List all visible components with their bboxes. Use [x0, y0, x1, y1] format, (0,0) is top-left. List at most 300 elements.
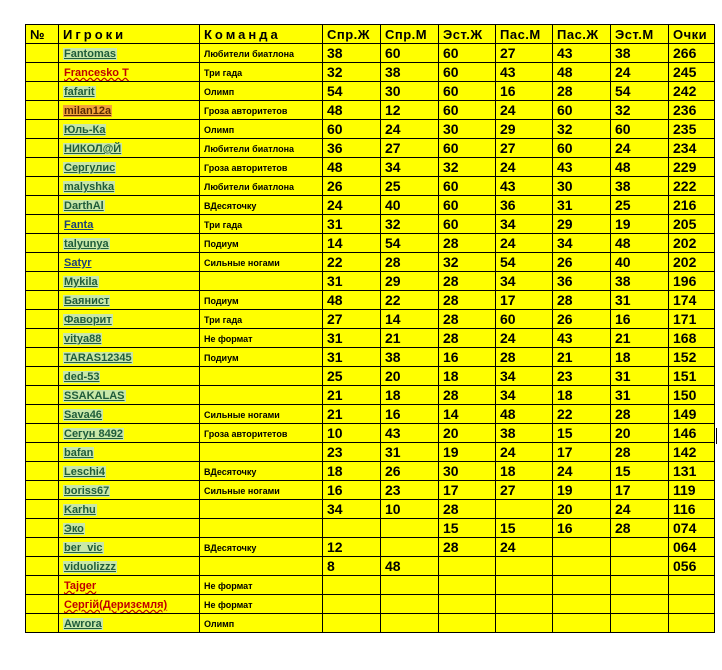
- score-cell[interactable]: 25: [381, 177, 439, 196]
- row-number-cell[interactable]: [26, 329, 59, 348]
- player-cell[interactable]: [59, 614, 200, 633]
- score-cell[interactable]: 28: [439, 272, 496, 291]
- score-cell[interactable]: 28: [439, 538, 496, 557]
- points-cell[interactable]: [669, 595, 715, 614]
- row-number-cell[interactable]: [26, 82, 59, 101]
- score-cell[interactable]: 60: [439, 196, 496, 215]
- points-cell[interactable]: 245: [669, 63, 715, 82]
- team-cell[interactable]: [200, 120, 323, 139]
- player-cell[interactable]: [59, 443, 200, 462]
- player-cell[interactable]: [59, 139, 200, 158]
- player-cell[interactable]: [59, 481, 200, 500]
- player-cell[interactable]: [59, 158, 200, 177]
- score-cell[interactable]: [381, 576, 439, 595]
- score-cell[interactable]: 32: [323, 63, 381, 82]
- score-cell[interactable]: 24: [496, 234, 553, 253]
- player-cell[interactable]: [59, 291, 200, 310]
- points-cell[interactable]: [669, 576, 715, 595]
- score-cell[interactable]: [496, 557, 553, 576]
- points-cell[interactable]: 242: [669, 82, 715, 101]
- score-cell[interactable]: 34: [496, 367, 553, 386]
- score-cell[interactable]: 22: [553, 405, 611, 424]
- score-cell[interactable]: 24: [496, 443, 553, 462]
- score-cell[interactable]: 12: [323, 538, 381, 557]
- points-cell[interactable]: 171: [669, 310, 715, 329]
- score-cell[interactable]: 31: [323, 272, 381, 291]
- row-number-cell[interactable]: [26, 405, 59, 424]
- team-cell[interactable]: [200, 101, 323, 120]
- score-cell[interactable]: 34: [496, 386, 553, 405]
- player-cell[interactable]: [59, 101, 200, 120]
- score-cell[interactable]: [439, 576, 496, 595]
- team-cell[interactable]: [200, 405, 323, 424]
- score-cell[interactable]: 43: [496, 177, 553, 196]
- player-cell[interactable]: [59, 557, 200, 576]
- score-cell[interactable]: 48: [381, 557, 439, 576]
- team-cell[interactable]: [200, 348, 323, 367]
- points-cell[interactable]: 216: [669, 196, 715, 215]
- score-cell[interactable]: 21: [323, 386, 381, 405]
- score-cell[interactable]: 10: [381, 500, 439, 519]
- row-number-cell[interactable]: [26, 538, 59, 557]
- score-cell[interactable]: 16: [553, 519, 611, 538]
- score-cell[interactable]: 15: [496, 519, 553, 538]
- points-cell[interactable]: 152: [669, 348, 715, 367]
- player-cell[interactable]: [59, 462, 200, 481]
- score-cell[interactable]: 24: [496, 101, 553, 120]
- score-cell[interactable]: 60: [553, 101, 611, 120]
- points-cell[interactable]: 150: [669, 386, 715, 405]
- score-cell[interactable]: 17: [496, 291, 553, 310]
- points-cell[interactable]: 222: [669, 177, 715, 196]
- score-cell[interactable]: 40: [611, 253, 669, 272]
- score-cell[interactable]: 28: [381, 253, 439, 272]
- score-cell[interactable]: 18: [553, 386, 611, 405]
- score-cell[interactable]: 27: [496, 44, 553, 63]
- score-cell[interactable]: 60: [439, 177, 496, 196]
- score-cell[interactable]: 18: [611, 348, 669, 367]
- row-number-cell[interactable]: [26, 500, 59, 519]
- score-cell[interactable]: 28: [611, 443, 669, 462]
- score-cell[interactable]: 60: [439, 44, 496, 63]
- score-cell[interactable]: 28: [439, 386, 496, 405]
- score-cell[interactable]: 38: [611, 177, 669, 196]
- score-cell[interactable]: 24: [496, 329, 553, 348]
- player-cell[interactable]: [59, 386, 200, 405]
- score-cell[interactable]: 54: [323, 82, 381, 101]
- row-number-cell[interactable]: [26, 177, 59, 196]
- score-cell[interactable]: [381, 595, 439, 614]
- score-cell[interactable]: 54: [496, 253, 553, 272]
- points-cell[interactable]: 196: [669, 272, 715, 291]
- score-cell[interactable]: 32: [439, 253, 496, 272]
- score-cell[interactable]: 28: [439, 234, 496, 253]
- points-cell[interactable]: 142: [669, 443, 715, 462]
- score-cell[interactable]: 54: [611, 82, 669, 101]
- score-cell[interactable]: [553, 557, 611, 576]
- player-cell[interactable]: [59, 348, 200, 367]
- score-cell[interactable]: 16: [323, 481, 381, 500]
- score-cell[interactable]: 48: [323, 101, 381, 120]
- score-cell[interactable]: 16: [381, 405, 439, 424]
- row-number-cell[interactable]: [26, 101, 59, 120]
- team-cell[interactable]: [200, 234, 323, 253]
- team-cell[interactable]: [200, 272, 323, 291]
- score-cell[interactable]: [553, 576, 611, 595]
- score-cell[interactable]: 43: [553, 329, 611, 348]
- score-cell[interactable]: 12: [381, 101, 439, 120]
- score-cell[interactable]: 16: [439, 348, 496, 367]
- team-cell[interactable]: [200, 367, 323, 386]
- score-cell[interactable]: 23: [323, 443, 381, 462]
- score-cell[interactable]: 18: [323, 462, 381, 481]
- score-cell[interactable]: 60: [323, 120, 381, 139]
- score-cell[interactable]: 8: [323, 557, 381, 576]
- player-cell[interactable]: [59, 424, 200, 443]
- score-cell[interactable]: 16: [611, 310, 669, 329]
- team-cell[interactable]: [200, 44, 323, 63]
- row-number-cell[interactable]: [26, 291, 59, 310]
- points-cell[interactable]: [669, 614, 715, 633]
- score-cell[interactable]: [439, 595, 496, 614]
- score-cell[interactable]: 14: [323, 234, 381, 253]
- header-pursuit-women[interactable]: Пас.Ж: [553, 25, 611, 44]
- score-cell[interactable]: 31: [381, 443, 439, 462]
- player-cell[interactable]: [59, 215, 200, 234]
- score-cell[interactable]: 15: [611, 462, 669, 481]
- score-cell[interactable]: 17: [439, 481, 496, 500]
- points-cell[interactable]: 205: [669, 215, 715, 234]
- points-cell[interactable]: 116: [669, 500, 715, 519]
- team-cell[interactable]: [200, 595, 323, 614]
- score-cell[interactable]: 60: [496, 310, 553, 329]
- score-cell[interactable]: 38: [611, 44, 669, 63]
- score-cell[interactable]: 31: [553, 196, 611, 215]
- row-number-cell[interactable]: [26, 557, 59, 576]
- player-cell[interactable]: [59, 253, 200, 272]
- score-cell[interactable]: 31: [611, 367, 669, 386]
- score-cell[interactable]: 48: [611, 158, 669, 177]
- score-cell[interactable]: 24: [496, 158, 553, 177]
- score-cell[interactable]: [323, 519, 381, 538]
- score-cell[interactable]: 16: [496, 82, 553, 101]
- row-number-cell[interactable]: [26, 576, 59, 595]
- row-number-cell[interactable]: [26, 120, 59, 139]
- score-cell[interactable]: 43: [496, 63, 553, 82]
- team-cell[interactable]: [200, 557, 323, 576]
- score-cell[interactable]: 31: [611, 291, 669, 310]
- player-cell[interactable]: [59, 63, 200, 82]
- score-cell[interactable]: [496, 614, 553, 633]
- player-cell[interactable]: [59, 538, 200, 557]
- row-number-cell[interactable]: [26, 63, 59, 82]
- points-cell[interactable]: 056: [669, 557, 715, 576]
- score-cell[interactable]: 34: [496, 272, 553, 291]
- score-cell[interactable]: 30: [381, 82, 439, 101]
- team-cell[interactable]: [200, 443, 323, 462]
- score-cell[interactable]: 15: [439, 519, 496, 538]
- score-cell[interactable]: 18: [496, 462, 553, 481]
- score-cell[interactable]: [611, 595, 669, 614]
- score-cell[interactable]: 17: [553, 443, 611, 462]
- score-cell[interactable]: [381, 614, 439, 633]
- score-cell[interactable]: 29: [553, 215, 611, 234]
- team-cell[interactable]: [200, 215, 323, 234]
- header-team[interactable]: Команда: [200, 25, 323, 44]
- score-cell[interactable]: 60: [381, 44, 439, 63]
- player-cell[interactable]: [59, 196, 200, 215]
- score-cell[interactable]: 22: [323, 253, 381, 272]
- score-cell[interactable]: 24: [553, 462, 611, 481]
- score-cell[interactable]: 24: [611, 63, 669, 82]
- player-cell[interactable]: [59, 405, 200, 424]
- team-cell[interactable]: [200, 500, 323, 519]
- score-cell[interactable]: 48: [323, 291, 381, 310]
- player-cell[interactable]: [59, 44, 200, 63]
- header-relay-men[interactable]: Эст.М: [611, 25, 669, 44]
- score-cell[interactable]: [496, 595, 553, 614]
- team-cell[interactable]: [200, 424, 323, 443]
- score-cell[interactable]: 30: [439, 120, 496, 139]
- score-cell[interactable]: 18: [381, 386, 439, 405]
- score-cell[interactable]: 21: [323, 405, 381, 424]
- row-number-cell[interactable]: [26, 234, 59, 253]
- score-cell[interactable]: 27: [323, 310, 381, 329]
- score-cell[interactable]: 38: [381, 63, 439, 82]
- score-cell[interactable]: 60: [553, 139, 611, 158]
- score-cell[interactable]: 26: [553, 310, 611, 329]
- score-cell[interactable]: 28: [439, 329, 496, 348]
- score-cell[interactable]: 29: [496, 120, 553, 139]
- score-cell[interactable]: 14: [381, 310, 439, 329]
- score-cell[interactable]: 25: [323, 367, 381, 386]
- team-cell[interactable]: [200, 576, 323, 595]
- score-cell[interactable]: 30: [553, 177, 611, 196]
- score-cell[interactable]: [323, 614, 381, 633]
- points-cell[interactable]: 149: [669, 405, 715, 424]
- score-cell[interactable]: 19: [553, 481, 611, 500]
- score-cell[interactable]: 60: [439, 63, 496, 82]
- player-cell[interactable]: [59, 272, 200, 291]
- score-cell[interactable]: 48: [323, 158, 381, 177]
- score-cell[interactable]: 31: [323, 348, 381, 367]
- points-cell[interactable]: 229: [669, 158, 715, 177]
- row-number-cell[interactable]: [26, 158, 59, 177]
- score-cell[interactable]: 54: [381, 234, 439, 253]
- score-cell[interactable]: 40: [381, 196, 439, 215]
- score-cell[interactable]: [553, 538, 611, 557]
- points-cell[interactable]: 236: [669, 101, 715, 120]
- row-number-cell[interactable]: [26, 196, 59, 215]
- points-cell[interactable]: 202: [669, 253, 715, 272]
- score-cell[interactable]: [553, 614, 611, 633]
- player-cell[interactable]: [59, 82, 200, 101]
- score-cell[interactable]: 60: [439, 215, 496, 234]
- score-cell[interactable]: [553, 595, 611, 614]
- score-cell[interactable]: 18: [439, 367, 496, 386]
- team-cell[interactable]: [200, 386, 323, 405]
- score-cell[interactable]: 24: [611, 500, 669, 519]
- score-cell[interactable]: 28: [611, 405, 669, 424]
- row-number-cell[interactable]: [26, 424, 59, 443]
- points-cell[interactable]: 174: [669, 291, 715, 310]
- score-cell[interactable]: 27: [381, 139, 439, 158]
- header-sprint-men[interactable]: Спр.М: [381, 25, 439, 44]
- score-cell[interactable]: 34: [553, 234, 611, 253]
- team-cell[interactable]: [200, 519, 323, 538]
- row-number-cell[interactable]: [26, 44, 59, 63]
- score-cell[interactable]: 43: [553, 158, 611, 177]
- row-number-cell[interactable]: [26, 139, 59, 158]
- player-cell[interactable]: [59, 310, 200, 329]
- player-cell[interactable]: [59, 367, 200, 386]
- score-cell[interactable]: [381, 519, 439, 538]
- score-cell[interactable]: 21: [381, 329, 439, 348]
- header-sprint-women[interactable]: Спр.Ж: [323, 25, 381, 44]
- score-cell[interactable]: 32: [439, 158, 496, 177]
- player-cell[interactable]: [59, 120, 200, 139]
- points-cell[interactable]: 168: [669, 329, 715, 348]
- score-cell[interactable]: 23: [381, 481, 439, 500]
- score-cell[interactable]: 20: [553, 500, 611, 519]
- score-cell[interactable]: 21: [553, 348, 611, 367]
- score-cell[interactable]: 15: [553, 424, 611, 443]
- points-cell[interactable]: 131: [669, 462, 715, 481]
- team-cell[interactable]: [200, 538, 323, 557]
- score-cell[interactable]: 60: [439, 139, 496, 158]
- score-cell[interactable]: 31: [323, 215, 381, 234]
- score-cell[interactable]: 26: [381, 462, 439, 481]
- team-cell[interactable]: [200, 614, 323, 633]
- points-cell[interactable]: 064: [669, 538, 715, 557]
- row-number-cell[interactable]: [26, 215, 59, 234]
- header-players[interactable]: Игроки: [59, 25, 200, 44]
- score-cell[interactable]: 32: [381, 215, 439, 234]
- player-cell[interactable]: [59, 500, 200, 519]
- header-number[interactable]: №: [26, 25, 59, 44]
- score-cell[interactable]: 24: [381, 120, 439, 139]
- team-cell[interactable]: [200, 291, 323, 310]
- score-cell[interactable]: 20: [381, 367, 439, 386]
- score-cell[interactable]: 28: [553, 82, 611, 101]
- points-cell[interactable]: 146: [669, 424, 715, 443]
- row-number-cell[interactable]: [26, 253, 59, 272]
- row-number-cell[interactable]: [26, 348, 59, 367]
- team-cell[interactable]: [200, 481, 323, 500]
- row-number-cell[interactable]: [26, 462, 59, 481]
- score-cell[interactable]: 22: [381, 291, 439, 310]
- score-cell[interactable]: 38: [381, 348, 439, 367]
- score-cell[interactable]: 27: [496, 481, 553, 500]
- player-cell[interactable]: [59, 519, 200, 538]
- header-points[interactable]: Очки: [669, 25, 715, 44]
- score-cell[interactable]: 28: [439, 310, 496, 329]
- score-cell[interactable]: 38: [323, 44, 381, 63]
- team-cell[interactable]: [200, 158, 323, 177]
- score-cell[interactable]: [439, 557, 496, 576]
- row-number-cell[interactable]: [26, 272, 59, 291]
- score-cell[interactable]: 43: [553, 44, 611, 63]
- score-cell[interactable]: 23: [553, 367, 611, 386]
- score-cell[interactable]: [439, 614, 496, 633]
- score-cell[interactable]: [611, 538, 669, 557]
- score-cell[interactable]: [496, 576, 553, 595]
- score-cell[interactable]: 24: [611, 139, 669, 158]
- score-cell[interactable]: 60: [439, 101, 496, 120]
- score-cell[interactable]: 48: [611, 234, 669, 253]
- player-cell[interactable]: [59, 576, 200, 595]
- team-cell[interactable]: [200, 253, 323, 272]
- score-cell[interactable]: 34: [496, 215, 553, 234]
- points-cell[interactable]: 266: [669, 44, 715, 63]
- header-relay-women[interactable]: Эст.Ж: [439, 25, 496, 44]
- score-cell[interactable]: [496, 500, 553, 519]
- score-cell[interactable]: 25: [611, 196, 669, 215]
- score-cell[interactable]: 26: [323, 177, 381, 196]
- player-cell[interactable]: [59, 595, 200, 614]
- row-number-cell[interactable]: [26, 614, 59, 633]
- points-cell[interactable]: 119: [669, 481, 715, 500]
- player-cell[interactable]: [59, 329, 200, 348]
- row-number-cell[interactable]: [26, 386, 59, 405]
- score-cell[interactable]: 36: [553, 272, 611, 291]
- score-cell[interactable]: 34: [323, 500, 381, 519]
- score-cell[interactable]: 29: [381, 272, 439, 291]
- row-number-cell[interactable]: [26, 367, 59, 386]
- score-cell[interactable]: 48: [553, 63, 611, 82]
- score-cell[interactable]: 34: [381, 158, 439, 177]
- score-cell[interactable]: 32: [611, 101, 669, 120]
- score-cell[interactable]: 30: [439, 462, 496, 481]
- team-cell[interactable]: [200, 82, 323, 101]
- team-cell[interactable]: [200, 329, 323, 348]
- score-cell[interactable]: 28: [496, 348, 553, 367]
- score-cell[interactable]: [611, 614, 669, 633]
- points-cell[interactable]: 234: [669, 139, 715, 158]
- score-cell[interactable]: 26: [553, 253, 611, 272]
- row-number-cell[interactable]: [26, 519, 59, 538]
- points-cell[interactable]: 202: [669, 234, 715, 253]
- score-cell[interactable]: 28: [439, 291, 496, 310]
- score-cell[interactable]: 19: [439, 443, 496, 462]
- score-cell[interactable]: [323, 576, 381, 595]
- score-cell[interactable]: 60: [611, 120, 669, 139]
- score-cell[interactable]: 38: [611, 272, 669, 291]
- score-cell[interactable]: 32: [553, 120, 611, 139]
- player-cell[interactable]: [59, 177, 200, 196]
- score-cell[interactable]: 20: [611, 424, 669, 443]
- score-cell[interactable]: 24: [496, 538, 553, 557]
- score-cell[interactable]: 20: [439, 424, 496, 443]
- score-cell[interactable]: 36: [496, 196, 553, 215]
- score-cell[interactable]: 28: [553, 291, 611, 310]
- score-cell[interactable]: 21: [611, 329, 669, 348]
- score-cell[interactable]: 31: [323, 329, 381, 348]
- header-pursuit-men[interactable]: Пас.М: [496, 25, 553, 44]
- score-cell[interactable]: 14: [439, 405, 496, 424]
- score-cell[interactable]: 17: [611, 481, 669, 500]
- score-cell[interactable]: 28: [439, 500, 496, 519]
- points-cell[interactable]: 074: [669, 519, 715, 538]
- score-cell[interactable]: 24: [323, 196, 381, 215]
- score-cell[interactable]: 27: [496, 139, 553, 158]
- score-cell[interactable]: 36: [323, 139, 381, 158]
- score-cell[interactable]: 28: [611, 519, 669, 538]
- points-cell[interactable]: 235: [669, 120, 715, 139]
- team-cell[interactable]: [200, 63, 323, 82]
- score-cell[interactable]: 19: [611, 215, 669, 234]
- score-cell[interactable]: 60: [439, 82, 496, 101]
